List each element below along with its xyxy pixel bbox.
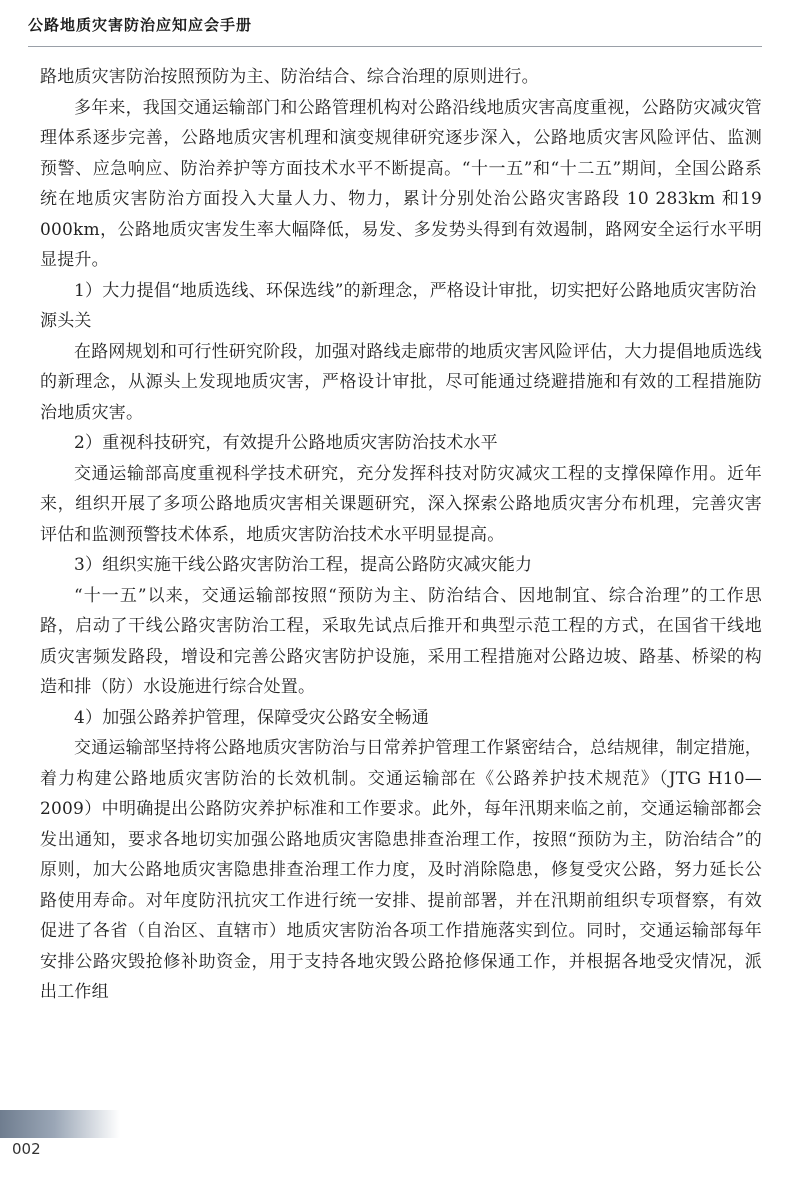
paragraph-section-3: “十一五”以来，交通运输部按照“预防为主、防治结合、因地制宜、综合治理”的工作思路，启动了干线公路灾害防治工程，采取先试点后推开和典型示范工程的方式，在国省干线地质灾害频发路段，增设和完善公路灾害防护设施，采用工程措施对公路边坡、路基、桥梁的构造和排（防）水设施进行综合处置。 <box>40 585 762 697</box>
paragraph-section-2: 交通运输部高度重视科学技术研究，充分发挥科技对防灾减灾工程的支撑保障作用。近年来，组织开展了多项公路地质灾害相关课题研究，深入探索公路地质灾害分布机理，完善灾害评估和监测预警技术体系，地质灾害防治技术水平明显提高。 <box>40 463 762 545</box>
paragraph-section-1: 在路网规划和可行性研究阶段，加强对路线走廊带的地质灾害风险评估，大力提倡地质选线的新理念，从源头上发现地质灾害，严格设计审批，尽可能通过绕避措施和有效的工程措施防治地质灾害。 <box>40 341 762 423</box>
section-heading-3: 3）组织实施干线公路灾害防治工程，提高公路防灾减灾能力 <box>74 555 533 575</box>
page-content <box>40 62 762 1008</box>
section-heading-2: 2）重视科技研究，有效提升公路地质灾害防治技术水平 <box>74 433 498 453</box>
header-rule <box>28 46 762 47</box>
running-header: 公路地质灾害防治应知应会手册 <box>28 16 253 34</box>
paragraph-continuation: 路地质灾害防治按照预防为主、防治结合、综合治理的原则进行。 <box>40 67 539 87</box>
footer-decor-bar <box>0 1110 120 1138</box>
paragraph-section-4: 交通运输部坚持将公路地质灾害防治与日常养护管理工作紧密结合，总结规律，制定措施，着力构建公路地质灾害防治的长效机制。交通运输部在《公路养护技术规范》（JTG H10—2009）中明确提出公路防灾养护标准和工作要求。此外，每年汛期来临之前，交通运输部都会发出通知，要求各地切实加强公路地质灾害隐患排查治理工作，按照“预防为主，防治结合”的原则，加大公路地质灾害隐患排查治理工作力度，及时消除隐患，修复受灾公路，努力延长公路使用寿命。对年度防汛抗灾工作进行统一安排、提前部署，并在汛期前组织专项督察，有效促进了各省（自治区、直辖市）地质灾害防治各项工作措施落实到位。同时，交通运输部每年安排公路灾毁抢修补助资金，用于支持各地灾毁公路抢修保通工作，并根据各地受灾情况，派出工作组 <box>40 738 762 1002</box>
paragraph-overview: 多年来，我国交通运输部门和公路管理机构对公路沿线地质灾害高度重视，公路防灾减灾管理体系逐步完善，公路地质灾害机理和演变规律研究逐步深入，公路地质灾害风险评估、监测预警、应急响应、防治养护等方面技术水平不断提高。“十一五”和“十二五”期间，全国公路系统在地质灾害防治方面投入大量人力、物力，累计分别处治公路灾害路段 10 283km 和19 000km，公路地质灾害发生率大幅降低，易发、多发势头得到有效遏制，路网安全运行水平明显提升。 <box>40 97 762 270</box>
section-heading-4: 4）加强公路养护管理，保障受灾公路安全畅通 <box>74 707 430 728</box>
section-heading-1: 1）大力提倡“地质选线、环保选线”的新理念，严格设计审批，切实把好公路地质灾害防治源头关 <box>40 280 757 331</box>
page-number: 002 <box>12 1140 41 1158</box>
